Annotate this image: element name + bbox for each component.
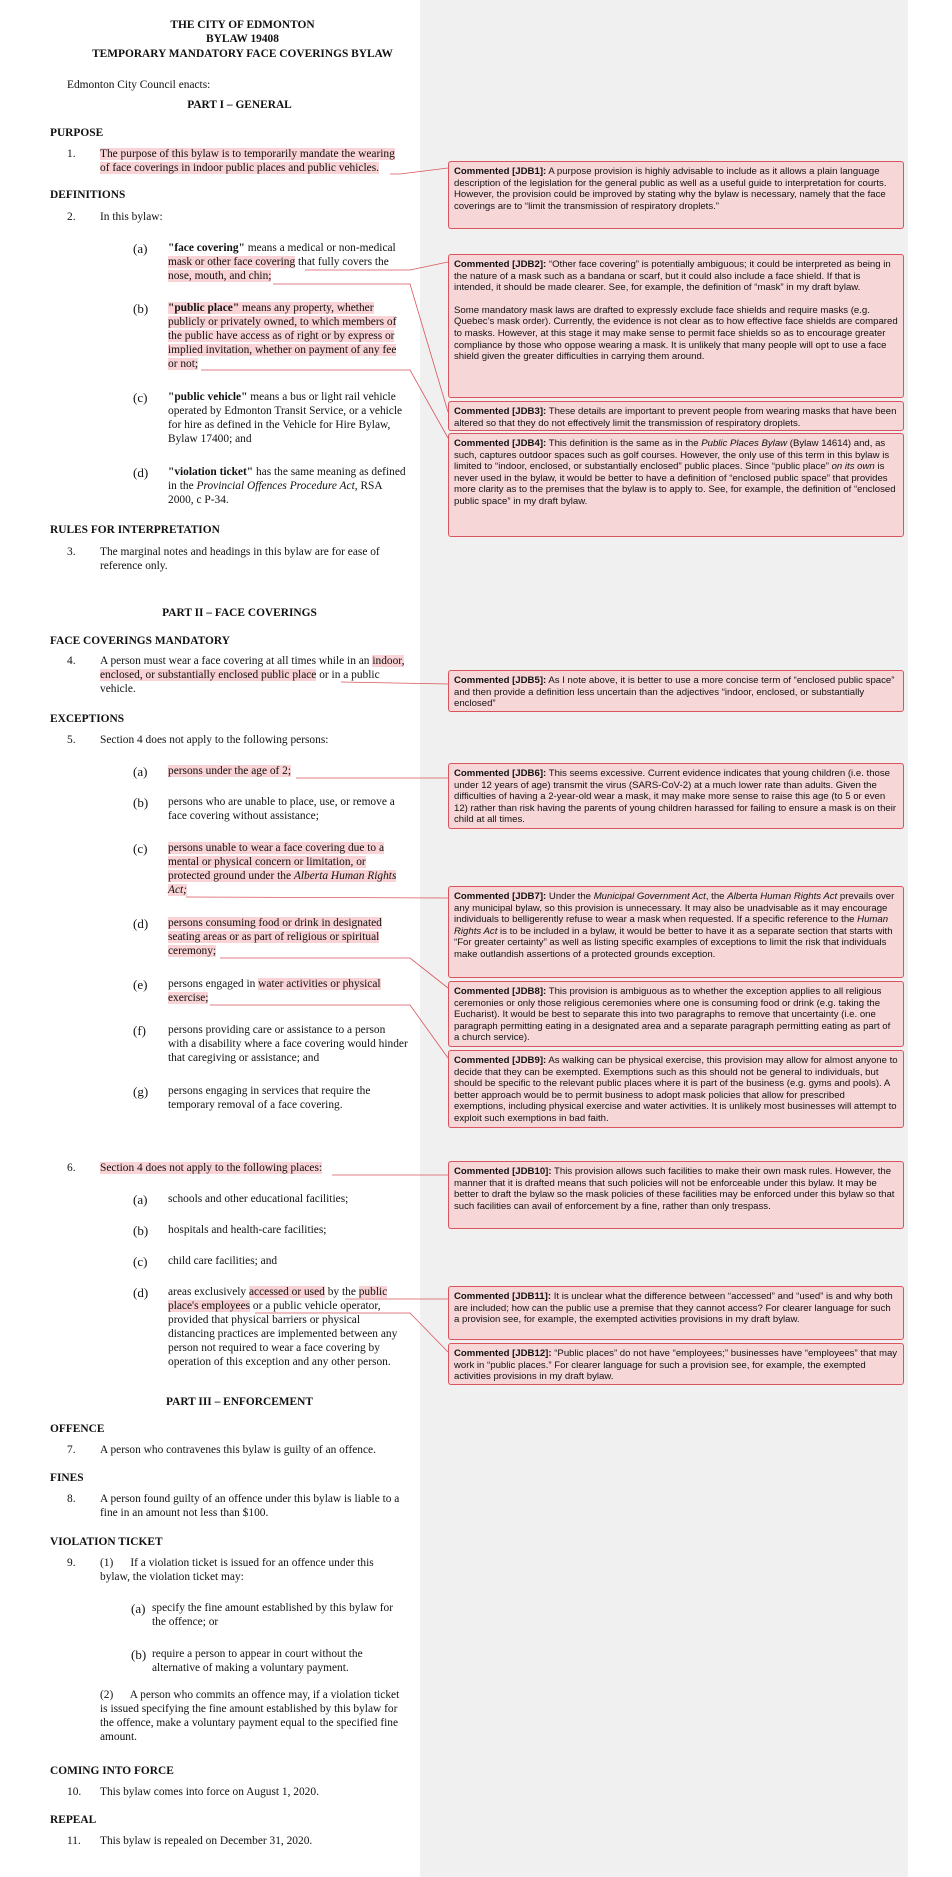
- def-b-line: the public have access as of right or by express or: [168, 330, 395, 342]
- highlight-jdb3[interactable]: nose, mouth, and chin;: [168, 270, 272, 282]
- section-3-line: The marginal notes and headings in this bylaw are for ease of: [100, 546, 380, 558]
- section-3-line: reference only.: [100, 560, 168, 572]
- exception-b-line: face covering without assistance;: [168, 810, 319, 822]
- place-d-line: person not required to wear a face covering by: [168, 1342, 380, 1354]
- exceptions-heading: EXCEPTIONS: [50, 713, 125, 725]
- section-9-2-line: (2) A person who commits an offence may, if a violation ticket: [100, 1689, 400, 1701]
- exception-g-label: (g): [133, 1084, 149, 1099]
- highlight-jdb6[interactable]: persons under the age of 2;: [168, 765, 292, 777]
- highlight-jdb11[interactable]: accessed or used: [248, 1286, 325, 1298]
- exception-d-line: ceremony;: [168, 945, 217, 957]
- highlight-jdb8[interactable]: persons consuming food or drink in designated: [168, 917, 382, 929]
- exception-e-line: exercise;: [168, 992, 209, 1004]
- section-4-line: vehicle.: [100, 683, 136, 695]
- exception-c-label: (c): [133, 841, 148, 856]
- fines-heading: FINES: [50, 1472, 84, 1484]
- exception-e-line: persons engaged in water activities or physical: [168, 978, 381, 990]
- exception-b-label: (b): [133, 795, 149, 810]
- definitions-heading: DEFINITIONS: [50, 189, 126, 201]
- section-9-1-line: bylaw, the violation ticket may:: [100, 1571, 244, 1583]
- highlight-jdb12[interactable]: public: [358, 1286, 388, 1298]
- comment-jdb2[interactable]: Commented [JDB2]: “Other face covering” is potentially ambiguous; it could be interpreted as being in the nature of a mask such as a bandana or scarf, but it could also include a face shield. If that is intended, it should be made clearer. See, for example, the definition of “mask” in my draft bylaw. Some mandatory mask laws are drafted to expressly exclude face shields and require masks (e.g. Quebec’s mask order). Currently, the evidence is not clear as to how effective face shields are compared to masks. However, at this stage it may make sense to permit face shields so as to encourage greater compliance by those who oppose wearing a mask. It is unlikely that many people will opt to use a face shield given the greater difficulties in carrying them around.: [448, 254, 904, 398]
- place-b-line: hospitals and health-care facilities;: [168, 1224, 327, 1236]
- place-c-label: (c): [133, 1254, 148, 1269]
- exception-f-line: persons providing care or assistance to a person: [168, 1024, 386, 1036]
- bylaw-document: [0, 0, 420, 1877]
- comment-jdb3[interactable]: Commented [JDB3]: These details are important to prevent people from wearing masks that have been altered so that they do not effectively limit the transmission of respiratory droplets.: [448, 401, 904, 431]
- section-7-line: A person who contravenes this bylaw is guilty of an offence.: [100, 1444, 376, 1456]
- exception-f-line: with a disability where a face covering would hinder: [168, 1038, 408, 1050]
- bylaw-title: TEMPORARY MANDATORY FACE COVERINGS BYLAW: [92, 48, 393, 60]
- highlight-jdb12[interactable]: place's employees: [168, 1300, 251, 1312]
- def-b-line: or not;: [168, 358, 199, 370]
- place-d-line: place's employees or a public vehicle operator,: [168, 1300, 381, 1312]
- exception-c-line: protected ground under the Alberta Human Rights: [168, 870, 397, 882]
- def-a-term: "face covering": [168, 242, 245, 254]
- section-6-intro: [100, 1162, 322, 1176]
- def-c-line: Bylaw 17400; and: [168, 433, 252, 445]
- section-4-number: 4.: [67, 655, 76, 667]
- def-d-line: in the Provincial Offences Procedure Act, RSA: [168, 480, 383, 492]
- section-1-number: 1.: [67, 148, 76, 160]
- section-9-a-label: (a): [131, 1601, 146, 1616]
- def-d-line: 2000, c P-34.: [168, 494, 229, 506]
- section-9-a-line: the offence; or: [152, 1616, 219, 1628]
- section-9-b-label: (b): [131, 1647, 147, 1662]
- def-c-line: for hire as defined in the Vehicle for Hire Bylaw,: [168, 419, 391, 431]
- section-9-number: 9.: [67, 1557, 76, 1569]
- section-9-b-line: require a person to appear in court without the: [152, 1648, 363, 1660]
- place-c-line: child care facilities; and: [168, 1255, 278, 1267]
- page-edge: [908, 0, 952, 1877]
- purpose-heading: PURPOSE: [50, 127, 104, 139]
- def-d-line: "violation ticket" has the same meaning as defined: [168, 466, 406, 478]
- comment-jdb5[interactable]: Commented [JDB5]: As I note above, it is better to use a more concise term of “enclosed public space” and then provide a definition less uncertain than the adjectives “indoor, enclosed, or substantially enclosed”: [448, 670, 904, 712]
- section-11-line: This bylaw is repealed on December 31, 2020.: [100, 1835, 313, 1847]
- exception-f-line: that caregiving or assistance; and: [168, 1052, 320, 1064]
- exception-d-line: seating areas or as part of religious or spiritual: [168, 931, 380, 943]
- def-c-label: (c): [133, 390, 148, 405]
- comment-jdb12[interactable]: Commented [JDB12]: “Public places” do not have “employees;” businesses have “employees” that may work in “public places.” For clearer language for such a provision see, for example, the exempted activities provisions in my draft bylaw.: [448, 1343, 904, 1385]
- part-3-title: PART III – ENFORCEMENT: [166, 1396, 313, 1408]
- section-8-line: fine in an amount not less than $100.: [100, 1507, 269, 1519]
- section-10-line: This bylaw comes into force on August 1, 2020.: [100, 1786, 319, 1798]
- offence-heading: OFFENCE: [50, 1423, 105, 1435]
- exception-g-line: temporary removal of a face covering.: [168, 1099, 343, 1111]
- place-a-label: (a): [133, 1192, 148, 1207]
- comment-jdb9[interactable]: Commented [JDB9]: As walking can be physical exercise, this provision may allow for almost anyone to decide that they can be exempted. Exemptions such as this should not be general to individuals, but should be specific to the relevant public places where it is part of the business (e.g. gyms and pools). A better approach would be to permit business to adopt mask policies that allow for prescribed exemptions, including physical exercise and water activities. It is unlikely most businesses will attempt to exploit such exemptions in bad faith.: [448, 1050, 904, 1128]
- highlight-jdb4[interactable]: "public place": [168, 302, 240, 314]
- part-2-title: PART II – FACE COVERINGS: [162, 607, 317, 619]
- exception-a-label: (a): [133, 764, 148, 779]
- comment-jdb1[interactable]: Commented [JDB1]: A purpose provision is highly advisable to include as it allows a plain language description of the legislation for the general public as well as a useful guide to interpretation for courts. However, the provision could be improved by stating why the bylaw is necessary, namely that the face coverings are to “limit the transmission of respiratory droplets.”: [448, 161, 904, 229]
- bylaw-city-title: THE CITY OF EDMONTON: [170, 19, 315, 31]
- comment-jdb7[interactable]: Commented [JDB7]: Under the Municipal Government Act, the Alberta Human Rights Act prevails over any municipal bylaw, so this provision is unnecessary. It may also be unadvisable as it may encourage individuals to belligerently refuse to wear a mask when requested. If a specific reference to the Human Rights Act is to be included in a bylaw, it would be better to have it as a separate section that starts with “For greater certainty” as well as listing specific examples of exceptions to limit the risk that individuals make outlandish assertions of a protected grounds exception.: [448, 886, 904, 978]
- section-1-line: [100, 162, 379, 176]
- exception-a-line: [168, 765, 291, 779]
- section-9-1-line: (1) If a violation ticket is issued for an offence under this: [100, 1557, 374, 1569]
- highlight-jdb1[interactable]: of face coverings in indoor public places and public vehicles.: [100, 162, 379, 174]
- highlight-jdb1[interactable]: The purpose of this bylaw is to temporarily mandate the wearing: [100, 148, 395, 160]
- def-b-line: "public place" means any property, whether: [168, 302, 374, 314]
- coming-into-force-heading: COMING INTO FORCE: [50, 1765, 174, 1777]
- highlight-jdb10[interactable]: Section 4 does not apply to the following places:: [100, 1162, 323, 1174]
- highlight-jdb2[interactable]: mask or other face covering: [168, 256, 296, 268]
- violation-ticket-heading: VIOLATION TICKET: [50, 1536, 163, 1548]
- exception-d-label: (d): [133, 916, 149, 931]
- highlight-jdb5[interactable]: indoor,: [372, 655, 405, 667]
- comment-jdb8[interactable]: Commented [JDB8]: This provision is ambiguous as to whether the exception applies to all religious ceremonies or only those religious ceremonies where one is consuming food or drink (e.g. taking the Eucharist). It would be best to separate this into two paragraphs to remove that uncertainty (i.e. one paragraph permitting eating in a designated area and a separate paragraph permitting eating as part of a church service).: [448, 981, 904, 1047]
- section-7-number: 7.: [67, 1444, 76, 1456]
- section-5-intro: Section 4 does not apply to the following persons:: [100, 734, 329, 746]
- exception-d-line: [168, 917, 382, 931]
- section-9-b-line: alternative of making a voluntary payment.: [152, 1662, 349, 1674]
- def-c-line: "public vehicle" means a bus or light rail vehicle: [168, 391, 396, 403]
- exception-c-line: [168, 842, 384, 856]
- def-b-line: publicly or privately owned, to which members of: [168, 316, 397, 328]
- place-a-line: schools and other educational facilities;: [168, 1193, 349, 1205]
- def-a-line: mask or other face covering that fully covers the: [168, 256, 389, 268]
- rules-heading: RULES FOR INTERPRETATION: [50, 524, 220, 536]
- section-8-line: A person found guilty of an offence under this bylaw is liable to a: [100, 1493, 400, 1505]
- def-c-line: operated by Edmonton Transit Service, or a vehicle: [168, 405, 403, 417]
- def-b-line: implied invitation, whether on payment of any fee: [168, 344, 397, 356]
- highlight-jdb9[interactable]: water activities or physical: [258, 978, 381, 990]
- section-1-line: [100, 148, 395, 162]
- part-1-title: PART I – GENERAL: [187, 99, 292, 111]
- repeal-heading: REPEAL: [50, 1814, 97, 1826]
- section-9-2-line: the offence, make a voluntary payment equal to the specified fine: [100, 1717, 399, 1729]
- section-9-2-line: amount.: [100, 1731, 138, 1743]
- def-a-line: [168, 270, 271, 284]
- def-a-label: (a): [133, 241, 148, 256]
- place-d-line: operation of this exception and any other person.: [168, 1356, 391, 1368]
- section-10-number: 10.: [67, 1786, 82, 1798]
- exception-c-line: Act;: [168, 884, 187, 896]
- place-d-line: provided that physical barriers or physical: [168, 1314, 361, 1326]
- enacting-clause: Edmonton City Council enacts:: [67, 79, 211, 91]
- comment-jdb10[interactable]: Commented [JDB10]: This provision allows such facilities to make their own mask rules. However, the manner that it is drafted means that such policies will not be enforceable under this bylaw. It may be better to draft the bylaw so the mask policies of these facilities may be enforced under this bylaw so that such facilities can avail of enforcement by a fine, rather than only trespass.: [448, 1161, 904, 1229]
- place-b-label: (b): [133, 1223, 149, 1238]
- section-2-intro: In this bylaw:: [100, 211, 163, 223]
- def-a-line: "face covering" means a medical or non-medical: [168, 242, 396, 254]
- comment-jdb4[interactable]: Commented [JDB4]: This definition is the same as in the Public Places Bylaw (Bylaw 14614) and, as such, captures outdoor spaces such as golf courses. However, the only use of this term in this bylaw is limited to “indoor, enclosed, or substantially enclosed” public places. Since “public place” on its own is never used in the bylaw, it would be better to have a definition of “enclosed public space” that provides more clarity as to the premises that the bylaw is to apply to. See, for example, the definition of “enclosed public space” in my draft bylaw.: [448, 433, 904, 537]
- def-d-label: (d): [133, 465, 149, 480]
- comment-jdb6[interactable]: Commented [JDB6]: This seems excessive. Current evidence indicates that young children (i.e. those under 12 years of age) transmit the virus (SARS-CoV-2) at a much lower rate than adults. Given the difficulties of having a 2-year-old wear a mask, it may make more sense to raise this age (to 5 or even 12) rather than risk having the parents of young children harassed for failing to ensure a mask is on their child at all times.: [448, 763, 904, 829]
- section-6-number: 6.: [67, 1162, 76, 1174]
- face-coverings-mandatory-heading: FACE COVERINGS MANDATORY: [50, 635, 230, 647]
- exception-f-label: (f): [133, 1023, 146, 1038]
- place-d-label: (d): [133, 1285, 149, 1300]
- exception-c-line: mental or physical concern or limitation, or: [168, 856, 366, 868]
- def-b-label: (b): [133, 301, 149, 316]
- comment-jdb11[interactable]: Commented [JDB11]: It is unclear what the difference between “accessed” and “used” is and why both are included; how can the public use a premise that they cannot access? For clearer language for such a provision see, for example, the exempted activities provisions in my draft bylaw.: [448, 1286, 904, 1340]
- section-9-2-line: is issued specifying the fine amount established by this bylaw for: [100, 1703, 398, 1715]
- section-11-number: 11.: [67, 1835, 81, 1847]
- section-4-line: enclosed, or substantially enclosed public place or in a public: [100, 669, 380, 681]
- section-5-number: 5.: [67, 734, 76, 746]
- place-d-line: areas exclusively accessed or used by the public: [168, 1286, 388, 1298]
- section-3-number: 3.: [67, 546, 76, 558]
- exception-b-line: persons who are unable to place, use, or remove a: [168, 796, 395, 808]
- highlight-jdb5[interactable]: enclosed, or substantially enclosed public place: [100, 669, 317, 681]
- exception-g-line: persons engaging in services that require the: [168, 1085, 371, 1097]
- section-8-number: 8.: [67, 1493, 76, 1505]
- section-9-a-line: specify the fine amount established by this bylaw for: [152, 1602, 394, 1614]
- bylaw-number: BYLAW 19408: [206, 33, 279, 45]
- place-d-line: distancing practices are implemented between any: [168, 1328, 398, 1340]
- section-4-line: A person must wear a face covering at all times while in an indoor,: [100, 655, 405, 667]
- exception-e-label: (e): [133, 977, 148, 992]
- section-2-number: 2.: [67, 211, 76, 223]
- highlight-jdb7[interactable]: persons unable to wear a face covering due to a: [168, 842, 385, 854]
